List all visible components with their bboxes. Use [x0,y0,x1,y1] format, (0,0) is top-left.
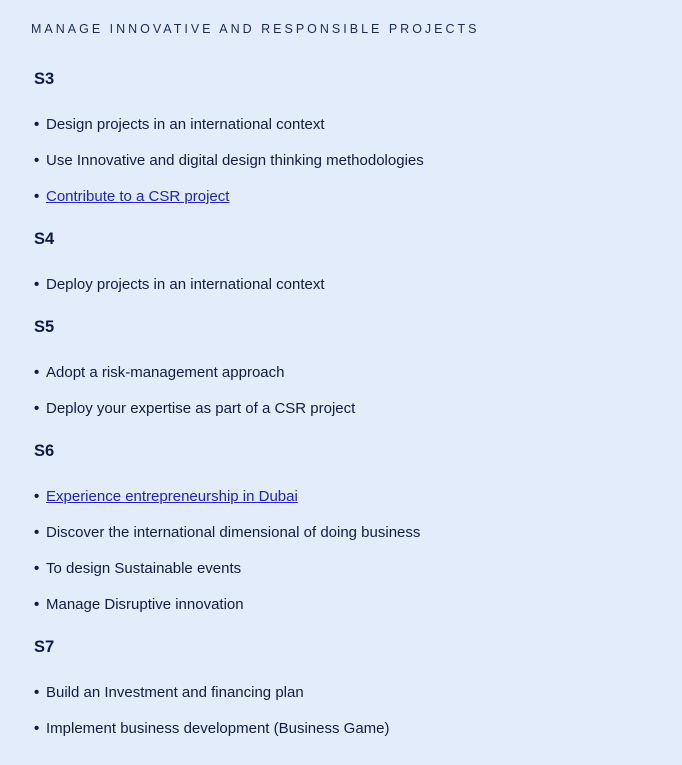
bullet: • [34,560,40,577]
list-item [34,684,304,701]
dubai-entrepreneurship-link[interactable]: Experience entrepreneurship in Dubai [46,488,298,505]
bullet: • [34,596,40,613]
bullet: • [34,188,40,205]
list-item [34,596,244,613]
list-item-text: Build an Investment and financing plan [46,684,304,701]
list-item [34,720,390,737]
list-item-text: Use Innovative and digital design thinking methodologies [46,152,424,169]
bullet: • [34,116,40,133]
list-item [34,364,284,381]
csr-project-link[interactable]: Contribute to a CSR project [46,188,230,205]
semester-label-s3: S3 [34,70,55,88]
bullet: • [34,400,40,417]
list-item [34,400,355,417]
semester-label-s5: S5 [34,318,55,336]
list-item-text: Deploy projects in an international context [46,276,325,293]
list-item [34,560,241,577]
bullet: • [34,152,40,169]
list-item-text: Deploy your expertise as part of a CSR project [46,400,356,417]
semester-label-s7: S7 [34,638,55,656]
list-item-text: To design Sustainable events [46,560,242,577]
list-item-text: Design projects in an international context [46,116,325,133]
semester-label-s4: S4 [34,230,55,248]
list-item [34,116,325,133]
list-item-text: Implement business development (Business Game) [46,720,390,737]
section-heading: MANAGE INNOVATIVE AND RESPONSIBLE PROJECTS [31,22,480,36]
list-item [34,276,325,293]
bullet: • [34,684,40,701]
list-item [34,524,420,541]
bullet: • [34,488,40,505]
bullet: • [34,524,40,541]
bullet: • [34,276,40,293]
list-item-text: Adopt a risk-management approach [46,364,285,381]
bullet: • [34,364,40,381]
list-item [34,188,229,205]
semester-label-s6: S6 [34,442,55,460]
list-item [34,488,298,505]
bullet: • [34,720,40,737]
list-item [34,152,424,169]
list-item-text: Discover the international dimensional of doing business [46,524,421,541]
list-item-text: Manage Disruptive innovation [46,596,244,613]
